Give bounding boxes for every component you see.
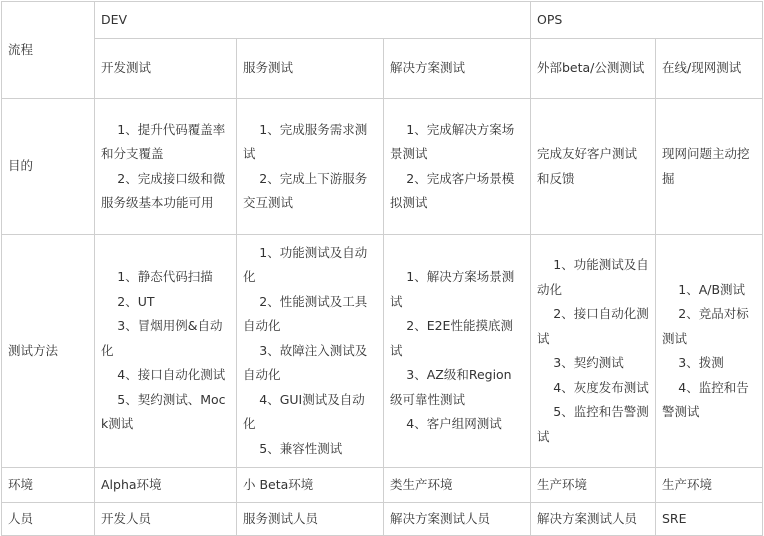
cell-line: 5、契约测试、Mock测试 — [101, 391, 226, 432]
cell-line: 5、兼容性测试 — [259, 440, 343, 456]
cell-line: 3、AZ级和Region级可靠性测试 — [390, 367, 512, 407]
table-cell — [384, 235, 531, 468]
cell-line: 开发人员 — [101, 510, 152, 526]
cell-line: 2、UT — [117, 293, 155, 309]
table-cell — [237, 235, 384, 468]
cell-line: 3、故障注入测试及自动化 — [243, 342, 368, 383]
group-header-row — [2, 2, 763, 39]
row-label-cell — [2, 235, 95, 468]
cell-line: 4、监控和告警测试 — [662, 379, 749, 419]
table-cell — [531, 468, 656, 503]
table-cell — [531, 235, 656, 468]
table-cell — [237, 468, 384, 503]
cell-line: 3、拨测 — [678, 355, 724, 370]
stage-header-row — [2, 39, 763, 99]
cell-line: 1、A/B测试 — [678, 281, 746, 297]
stage-header-cell — [237, 39, 384, 99]
cell-line: 类生产环境 — [390, 476, 453, 492]
cell-line: 生产环境 — [662, 476, 713, 492]
cell-line: 3、契约测试 — [553, 355, 624, 370]
cell-line: 4、灰度发布测试 — [553, 379, 649, 395]
cell-line: 4、接口自动化测试 — [117, 367, 226, 383]
stage-header-cell — [531, 39, 656, 99]
table-row-method — [2, 235, 763, 468]
cell-line: 现网问题主动挖掘 — [662, 146, 750, 186]
table-cell — [237, 503, 384, 536]
table-cell — [237, 99, 384, 235]
stage-label: 在线/现网测试 — [662, 60, 742, 76]
cell-line: 服务测试人员 — [243, 510, 319, 526]
cell-line: 1、完成解决方案场景测试 — [390, 121, 515, 161]
table-cell — [656, 235, 763, 468]
stage-header-cell — [384, 39, 531, 99]
table-cell — [656, 503, 763, 536]
group-header-dev — [95, 2, 531, 39]
cell-line: 解决方案测试人员 — [390, 510, 491, 526]
process-header-label: 流程 — [8, 41, 34, 57]
table-cell — [656, 468, 763, 503]
cell-line: 小 Beta环境 — [243, 476, 314, 492]
cell-line: 2、性能测试及工具自动化 — [243, 293, 368, 334]
stage-label: 开发测试 — [101, 60, 152, 76]
cell-line: 2、竞品对标测试 — [662, 306, 749, 346]
table-cell — [384, 468, 531, 503]
cell-line: 2、接口自动化测试 — [537, 306, 649, 346]
cell-line: 2、完成客户场景模拟测试 — [390, 170, 515, 210]
process-header-cell — [2, 2, 95, 99]
cell-line: 1、完成服务需求测试 — [243, 121, 368, 161]
cell-line: 1、静态代码扫描 — [117, 269, 213, 285]
row-label-method: 测试方法 — [8, 342, 59, 358]
cell-line: 解决方案测试人员 — [537, 510, 638, 526]
cell-line: 3、冒烟用例&自动化 — [101, 318, 223, 358]
stage-label: 服务测试 — [243, 60, 294, 76]
cell-line: 1、提升代码覆盖率和分支覆盖 — [101, 121, 226, 161]
cell-line: 4、客户组网测试 — [406, 416, 502, 432]
group-dev-label: DEV — [101, 11, 128, 27]
table-row-environment — [2, 468, 763, 503]
testing-process-table — [1, 1, 763, 536]
table-row-personnel — [2, 503, 763, 536]
table-cell — [95, 99, 237, 235]
group-header-ops — [531, 2, 763, 39]
cell-line: 4、GUI测试及自动化 — [243, 391, 365, 432]
cell-line: 1、解决方案场景测试 — [390, 269, 515, 309]
cell-line: 2、E2E性能摸底测试 — [390, 318, 513, 358]
cell-line: Alpha环境 — [101, 476, 162, 492]
row-label-cell — [2, 99, 95, 235]
cell-line: 1、功能测试及自动化 — [537, 257, 649, 297]
row-label-personnel: 人员 — [8, 510, 34, 526]
table-cell — [384, 99, 531, 235]
row-label-purpose: 目的 — [8, 158, 34, 174]
group-ops-label: OPS — [537, 11, 563, 27]
table-cell — [384, 503, 531, 536]
cell-line: 完成友好客户测试和反馈 — [537, 146, 638, 186]
table-cell — [95, 468, 237, 503]
stage-header-cell — [95, 39, 237, 99]
stage-header-cell — [656, 39, 763, 99]
table-cell — [656, 99, 763, 235]
row-label-cell — [2, 468, 95, 503]
cell-line: 生产环境 — [537, 476, 588, 492]
table-cell — [95, 235, 237, 468]
table-cell — [531, 99, 656, 235]
row-label-cell — [2, 503, 95, 536]
stage-label: 外部beta/公测测试 — [537, 60, 645, 76]
row-label-environment: 环境 — [8, 476, 34, 492]
table-row-purpose — [2, 99, 763, 235]
cell-line: 2、完成上下游服务交互测试 — [243, 170, 368, 210]
cell-line: 5、监控和告警测试 — [537, 404, 649, 444]
table-cell — [95, 503, 237, 536]
table-cell — [531, 503, 656, 536]
cell-line: 1、功能测试及自动化 — [243, 244, 368, 285]
cell-line: SRE — [662, 510, 687, 526]
stage-label: 解决方案测试 — [390, 60, 466, 76]
cell-line: 2、完成接口级和微服务级基本功能可用 — [101, 170, 226, 210]
